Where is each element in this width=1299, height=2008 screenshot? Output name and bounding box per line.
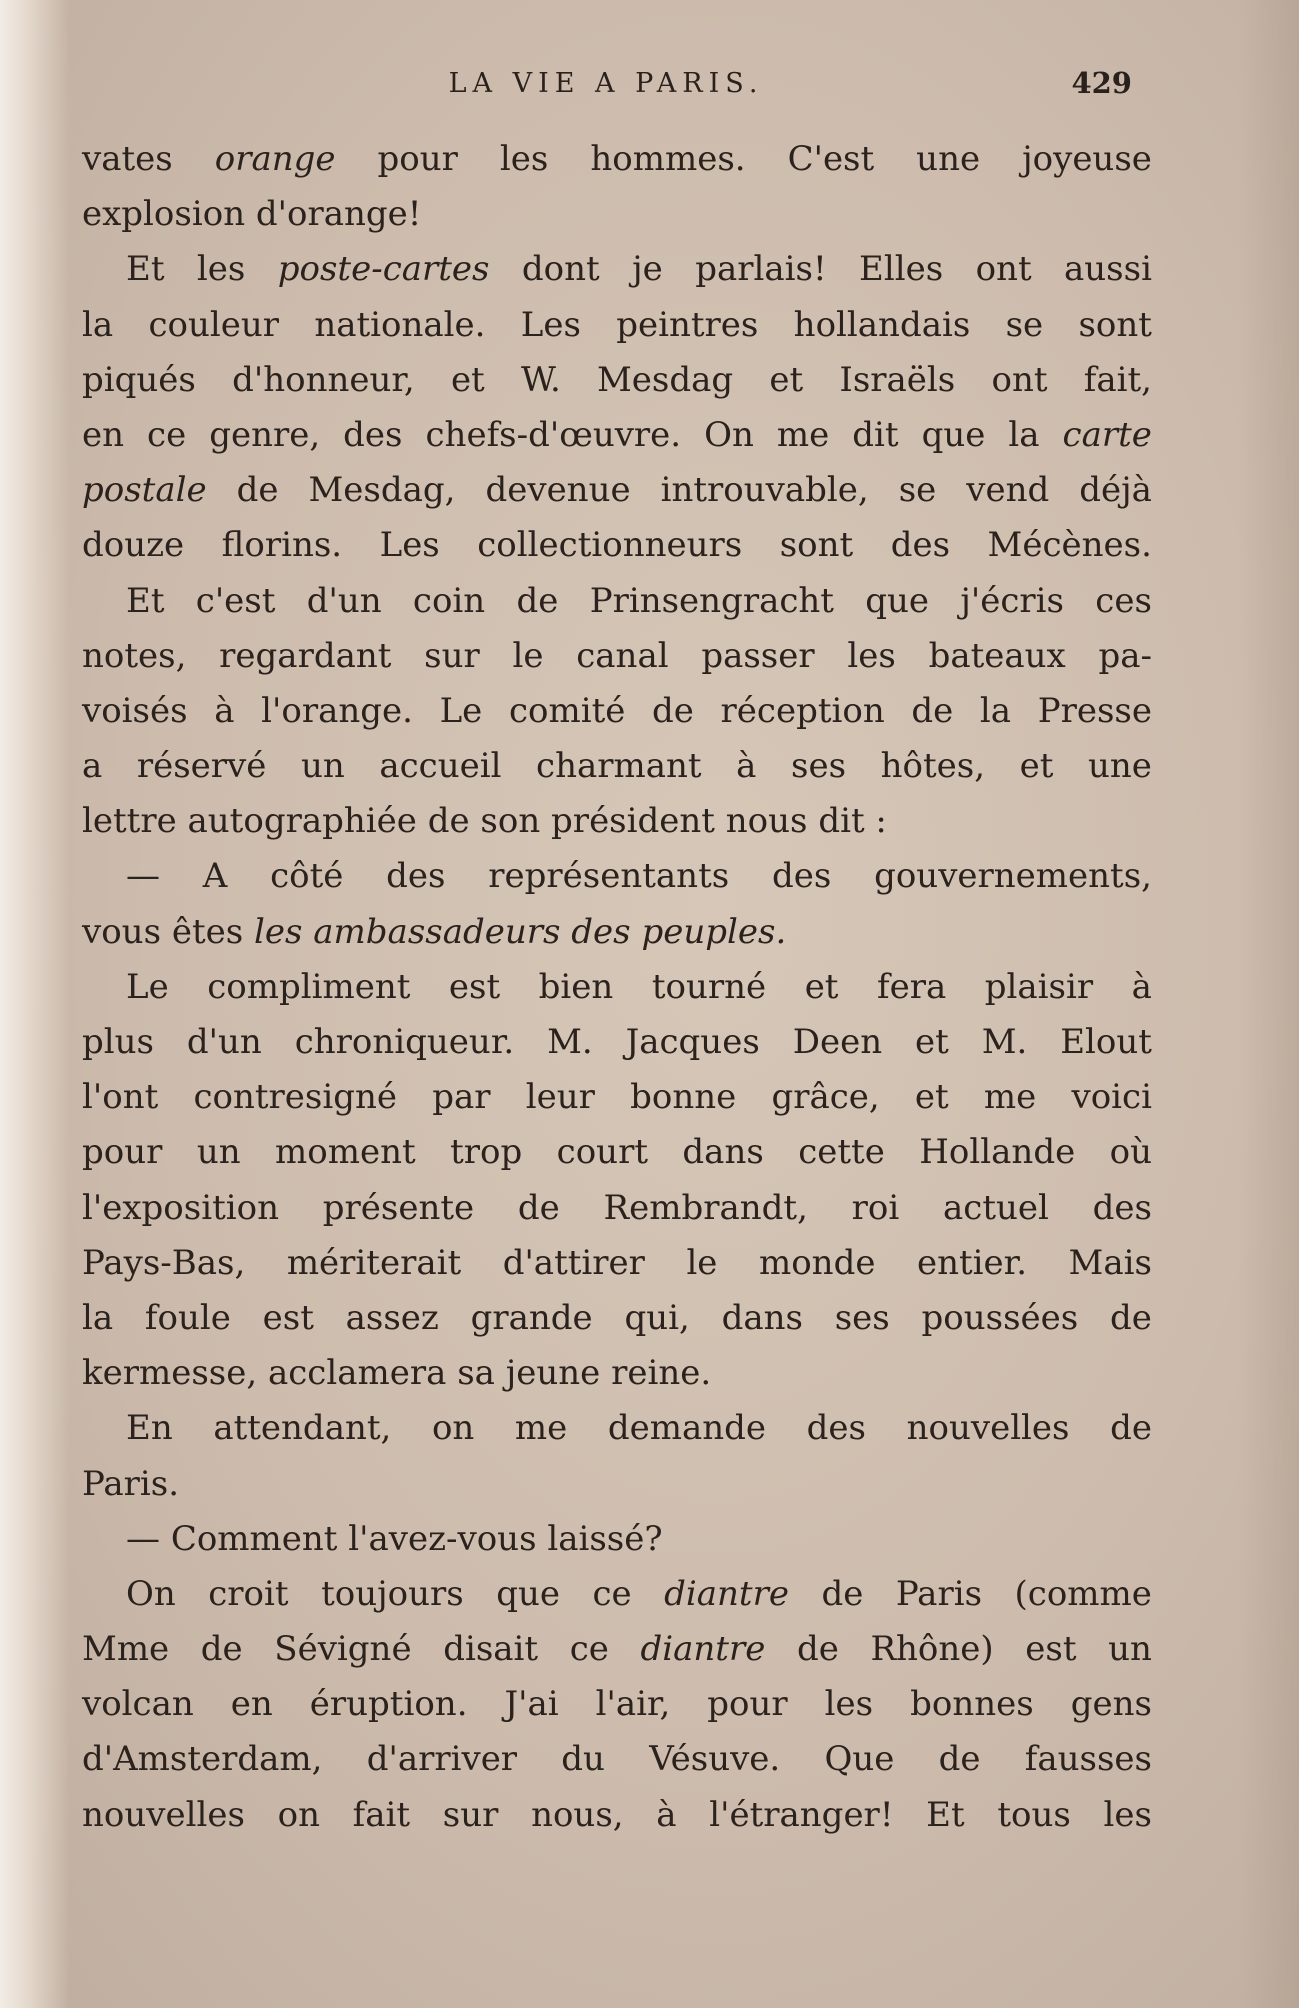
word: l'air,	[595, 1684, 671, 1725]
word: Israëls	[839, 359, 956, 400]
word: c'est	[195, 580, 276, 621]
word: hommes.	[590, 139, 746, 179]
word: pa-	[1098, 635, 1152, 676]
word: les	[254, 911, 303, 952]
word: nouvelles	[906, 1408, 1070, 1449]
word: Mécènes.	[987, 525, 1152, 566]
word: du	[561, 1739, 605, 1780]
word: ont	[991, 359, 1048, 400]
word: ses	[834, 1297, 890, 1338]
word: d'honneur,	[232, 359, 415, 400]
word: douze	[82, 525, 185, 566]
word: regardant	[219, 635, 392, 676]
word: à	[1131, 966, 1152, 1007]
word: de	[200, 1629, 243, 1670]
word: d'un	[306, 580, 382, 621]
word: de	[516, 580, 559, 621]
word: jeune	[505, 1353, 601, 1394]
word: l'exposition	[82, 1187, 279, 1228]
word: Les	[520, 304, 581, 345]
word: en	[230, 1684, 273, 1725]
word: nous	[725, 801, 808, 842]
running-head	[80, 68, 1132, 108]
word: C'est	[787, 139, 875, 179]
word: explosion	[82, 194, 246, 235]
word: j'écris	[960, 580, 1064, 621]
word: sur	[424, 635, 480, 676]
text-line	[82, 1125, 1152, 1180]
word: tous	[997, 1794, 1071, 1835]
word: que	[921, 414, 986, 455]
word: me	[983, 1077, 1037, 1118]
word: foule	[144, 1297, 231, 1338]
word: dans	[721, 1297, 803, 1338]
word: fausses	[1024, 1739, 1152, 1780]
word: des	[806, 1408, 866, 1449]
word: En	[126, 1408, 173, 1449]
word: Hollande	[919, 1132, 1076, 1173]
word: êtes	[171, 911, 244, 952]
text-line	[82, 1181, 1152, 1236]
word: dit :	[818, 801, 887, 842]
text-line	[82, 242, 1152, 297]
word: vous	[82, 911, 162, 952]
word: J'ai	[504, 1684, 559, 1725]
word: par	[432, 1077, 491, 1118]
word: M.	[981, 1022, 1028, 1062]
word: Mais	[1068, 1242, 1152, 1283]
word: Presse	[1037, 690, 1152, 731]
word: moment	[275, 1132, 416, 1173]
text-line	[82, 187, 1152, 242]
text-line	[82, 1622, 1152, 1677]
word: nous,	[531, 1794, 624, 1835]
word: Elles	[859, 249, 944, 290]
word: l'ont	[82, 1077, 159, 1118]
word: un	[196, 1132, 241, 1173]
word: Mme	[82, 1629, 170, 1670]
word: à	[214, 690, 235, 731]
word: représentants	[488, 856, 730, 897]
word: hollandais	[793, 304, 971, 345]
word: Les	[379, 525, 440, 566]
word: bonne	[630, 1077, 737, 1118]
word: ses	[791, 746, 847, 787]
word: —	[126, 1518, 160, 1559]
word: ce	[569, 1629, 609, 1670]
word: monde	[758, 1242, 876, 1283]
word: coin	[412, 580, 486, 621]
word: et	[915, 1022, 949, 1062]
word: des	[386, 856, 446, 897]
word: ont	[975, 249, 1032, 290]
body-text	[82, 132, 1152, 1843]
word: fait	[352, 1794, 411, 1835]
text-line	[82, 574, 1152, 629]
word: compliment	[207, 966, 411, 1007]
word: court	[556, 1132, 648, 1173]
running-title: LA VIE A PARIS.	[448, 68, 764, 99]
word: vend	[966, 470, 1050, 511]
word: a	[82, 746, 103, 787]
word: ce	[147, 414, 187, 455]
word: se	[1005, 304, 1044, 345]
word: nationale.	[314, 304, 486, 345]
word: la	[1008, 414, 1040, 455]
word: voisés	[82, 690, 188, 731]
word: d'attirer	[502, 1242, 645, 1283]
word: A	[202, 856, 228, 897]
text-line	[82, 353, 1152, 408]
word: parlais!	[695, 249, 827, 290]
word: grâce,	[771, 1077, 880, 1118]
word: est	[448, 966, 501, 1007]
text-line	[82, 1401, 1152, 1456]
word: des	[1092, 1187, 1152, 1228]
word: côté	[270, 856, 344, 897]
word: les	[499, 139, 549, 179]
word: de	[796, 1629, 839, 1670]
word: ce	[592, 1573, 632, 1614]
word: de	[1110, 1408, 1152, 1449]
text-line	[82, 298, 1152, 353]
word: poste-cartes	[277, 249, 490, 290]
text-line	[82, 849, 1152, 904]
word: de	[911, 690, 954, 731]
word: notes,	[82, 635, 187, 676]
word: son	[480, 801, 541, 842]
word: l'avez-vous	[348, 1518, 537, 1559]
word: dont	[521, 249, 600, 290]
word: reine.	[611, 1353, 712, 1394]
text-line	[82, 629, 1152, 684]
word: fera	[877, 966, 947, 1007]
text-line	[82, 1236, 1152, 1291]
word: président	[551, 801, 715, 842]
word: grande	[470, 1297, 593, 1338]
word: en	[82, 414, 125, 455]
word: vates	[82, 139, 173, 179]
word: florins.	[221, 525, 343, 566]
word: des	[890, 525, 951, 566]
word: que	[865, 580, 930, 621]
word: comité	[508, 690, 626, 731]
word: les	[847, 635, 896, 676]
word: On	[704, 414, 754, 455]
word: se	[898, 470, 937, 511]
word: postale	[82, 470, 207, 511]
word: gens	[1070, 1684, 1152, 1725]
word: chefs-d'œuvre.	[425, 414, 682, 455]
word: assez	[345, 1297, 439, 1338]
word: l'orange.	[261, 690, 413, 731]
word: autographiée	[187, 801, 417, 842]
word: Comment	[170, 1518, 338, 1559]
word: Et	[126, 249, 165, 290]
word: sont	[779, 525, 854, 566]
word: hôtes,	[880, 746, 986, 787]
word: je	[632, 249, 663, 290]
word: d'un	[186, 1022, 262, 1062]
word: leur	[525, 1077, 595, 1118]
word: déjà	[1079, 470, 1152, 511]
word: aussi	[1064, 249, 1152, 290]
word: et	[450, 359, 485, 400]
word: me	[514, 1408, 568, 1449]
text-line	[82, 684, 1152, 739]
word: d'Amsterdam,	[82, 1739, 323, 1780]
word: On	[126, 1573, 176, 1614]
word: l'étranger!	[709, 1794, 894, 1835]
word: une	[916, 139, 981, 179]
word: plaisir	[984, 966, 1094, 1007]
word: passer	[701, 635, 815, 676]
word: un	[300, 746, 345, 787]
word: Rhône)	[870, 1629, 994, 1670]
text-line	[82, 1567, 1152, 1622]
word: ambassadeurs	[313, 911, 561, 952]
word: pour	[377, 139, 458, 179]
word: des	[771, 856, 832, 897]
word: joyeuse	[1022, 139, 1152, 179]
text-line	[82, 518, 1152, 573]
word: attendant,	[213, 1408, 392, 1449]
word: éruption.	[309, 1684, 468, 1725]
text-line	[82, 1788, 1152, 1843]
word: qui,	[624, 1297, 690, 1338]
word: Sévigné	[274, 1629, 412, 1670]
word: poussées	[921, 1297, 1079, 1338]
word: diantre	[664, 1573, 789, 1614]
word: voici	[1071, 1077, 1152, 1118]
word: sur	[442, 1794, 499, 1835]
word: fait,	[1083, 359, 1152, 400]
word: et	[914, 1077, 949, 1118]
text-line	[82, 1457, 1152, 1512]
word: réception	[720, 690, 885, 731]
word: orange	[214, 139, 336, 179]
word: les	[196, 249, 246, 290]
word: Jacques	[625, 1022, 760, 1062]
text-line	[82, 1070, 1152, 1125]
word: Rembrandt,	[603, 1187, 808, 1228]
text-line	[82, 960, 1152, 1015]
word: la	[82, 304, 114, 345]
word: Le	[439, 690, 483, 731]
word: W.	[520, 359, 561, 400]
word: acclamera	[267, 1353, 447, 1394]
text-line	[82, 1346, 1152, 1401]
word: dans	[682, 1132, 764, 1173]
word: diantre	[640, 1629, 766, 1670]
text-line	[82, 794, 1152, 849]
word: Et	[126, 580, 165, 621]
word: mériterait	[286, 1242, 462, 1283]
word: chroniqueur.	[294, 1022, 515, 1062]
word: une	[1088, 746, 1152, 787]
word: Vésuve.	[649, 1739, 781, 1780]
word: toujours	[321, 1573, 464, 1614]
word: et	[1019, 746, 1054, 787]
text-line	[82, 905, 1152, 960]
word: laissé?	[547, 1518, 663, 1559]
word: disait	[443, 1629, 539, 1670]
word: on	[431, 1408, 475, 1449]
word: et	[804, 966, 839, 1007]
word: de	[652, 690, 694, 731]
word: croit	[208, 1573, 289, 1614]
text-line	[82, 408, 1152, 463]
word: on	[277, 1794, 320, 1835]
word: à	[656, 1794, 677, 1835]
word: couleur	[148, 304, 280, 345]
word: les	[824, 1684, 874, 1725]
text-line	[82, 1732, 1152, 1787]
word: le	[512, 635, 544, 676]
word: tourné	[651, 966, 767, 1007]
word: cette	[798, 1132, 885, 1173]
word: accueil	[379, 746, 502, 787]
word: entier.	[917, 1242, 1028, 1283]
word: sont	[1078, 304, 1152, 345]
word: genre,	[209, 414, 321, 455]
word: sa	[457, 1353, 495, 1394]
word: réservé	[136, 746, 267, 787]
text-line	[82, 1677, 1152, 1732]
word: volcan	[82, 1684, 194, 1725]
word: Le	[126, 966, 169, 1007]
word: pour	[82, 1132, 163, 1173]
word: peuples.	[641, 911, 787, 952]
word: les	[1103, 1794, 1152, 1835]
word: lettre	[82, 801, 177, 842]
word: est	[262, 1297, 314, 1338]
word: de	[517, 1187, 560, 1228]
word: à	[736, 746, 757, 787]
word: canal	[576, 635, 669, 676]
word: d'arriver	[366, 1739, 518, 1780]
word: demande	[607, 1408, 767, 1449]
word: nouvelles	[82, 1794, 245, 1835]
word: Paris	[895, 1573, 983, 1614]
word: plus	[82, 1022, 154, 1062]
word: de	[236, 470, 279, 511]
text-line	[82, 463, 1152, 518]
word: Deen	[792, 1022, 883, 1062]
word: présente	[322, 1187, 475, 1228]
word: un	[1108, 1629, 1152, 1670]
word: Prinsengracht	[589, 580, 834, 621]
word: bateaux	[928, 635, 1066, 676]
word: des	[571, 911, 631, 952]
word: (comme	[1014, 1573, 1152, 1614]
word: ces	[1095, 580, 1152, 621]
word: devenue	[485, 470, 631, 511]
word: Et	[926, 1794, 965, 1835]
word: de	[938, 1739, 981, 1780]
word: est	[1025, 1629, 1077, 1670]
word: —	[126, 856, 160, 897]
word: bien	[538, 966, 614, 1007]
word: gouvernements,	[874, 856, 1152, 897]
text-line	[82, 1015, 1152, 1070]
word: piqués	[82, 359, 196, 400]
word: de	[427, 801, 470, 842]
word: Mesdag	[596, 359, 734, 400]
text-line	[82, 132, 1152, 187]
word: la	[82, 1297, 114, 1338]
text-line	[82, 1512, 1152, 1567]
word: d'orange!	[255, 194, 422, 235]
word: de	[821, 1573, 864, 1614]
word: contresigné	[193, 1077, 398, 1118]
word: Pays-Bas,	[82, 1242, 246, 1283]
page-number: 429	[1071, 66, 1132, 100]
word: peintres	[616, 304, 759, 345]
word: me	[776, 414, 830, 455]
text-line	[82, 1291, 1152, 1346]
word: de	[1110, 1297, 1152, 1338]
word: M.	[547, 1022, 593, 1062]
word: charmant	[536, 746, 702, 787]
word: kermesse,	[82, 1353, 258, 1394]
word: dit	[852, 414, 899, 455]
word: actuel	[943, 1187, 1049, 1228]
word: la	[979, 690, 1012, 731]
word: collectionneurs	[477, 525, 743, 566]
word: introuvable,	[660, 470, 869, 511]
word: Mesdag,	[308, 470, 456, 511]
word: Elout	[1060, 1022, 1152, 1062]
word: trop	[450, 1132, 523, 1173]
word: pour	[707, 1684, 788, 1725]
word: que	[496, 1573, 560, 1614]
word: Paris.	[82, 1463, 180, 1504]
word: où	[1109, 1132, 1152, 1173]
word: le	[686, 1242, 718, 1283]
text-line	[82, 739, 1152, 794]
word: des	[343, 414, 403, 455]
word: carte	[1062, 414, 1152, 455]
word: et	[769, 359, 804, 400]
word: roi	[851, 1187, 900, 1228]
word: Que	[824, 1739, 895, 1780]
word: bonnes	[910, 1684, 1034, 1725]
